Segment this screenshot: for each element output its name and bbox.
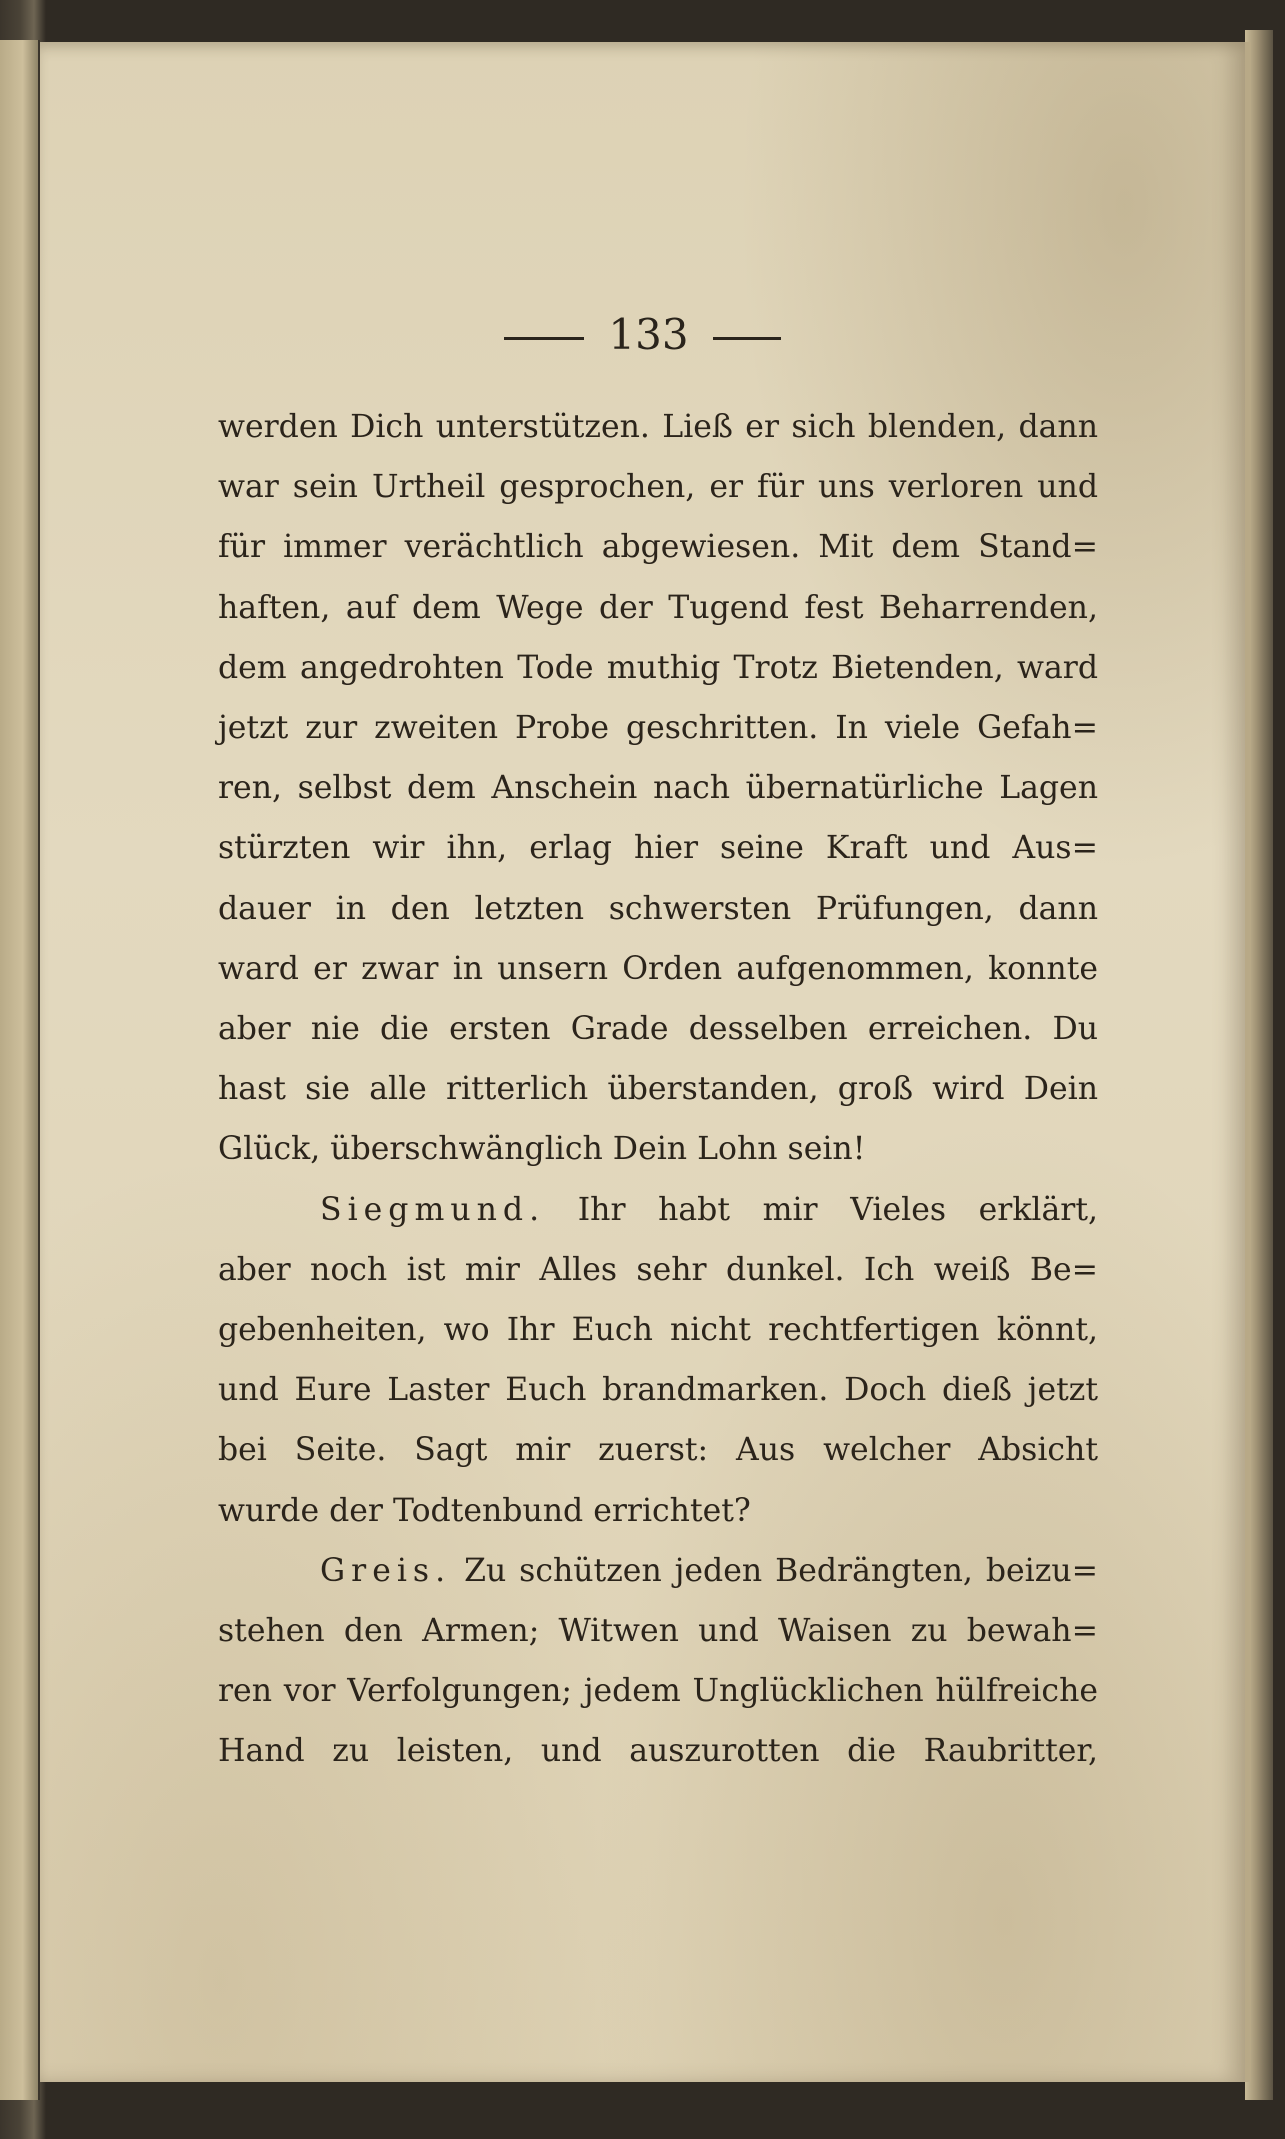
text-line: dauer in den letzten schwersten Prüfungen, dann xyxy=(218,890,1098,927)
text-line: jetzt zur zweiten Probe geschritten. In viele Gefah= xyxy=(218,710,1098,747)
text-line: aber noch ist mir Alles sehr dunkel. Ich weiß Be= xyxy=(218,1251,1098,1288)
left-page-edge xyxy=(0,40,40,2100)
page-number: 133 xyxy=(608,310,689,359)
header-rule-left xyxy=(504,337,584,340)
text-line: ren vor Verfolgungen; jedem Unglücklichen hülfreiche xyxy=(218,1673,1098,1710)
text-line: werden Dich unterstützen. Ließ er sich blenden, dann xyxy=(218,409,1098,445)
text-line: hast sie alle ritterlich überstanden, groß wird Dein xyxy=(218,1071,1098,1108)
dialogue-text: Zu schützen jeden Bedrängten, beizu= xyxy=(464,1552,1099,1589)
text-line: für immer verächtlich abgewiesen. Mit dem Stand= xyxy=(218,529,1098,566)
text-line: dem angedrohten Tode muthig Trotz Bietenden, ward xyxy=(218,649,1098,686)
book-page xyxy=(40,42,1251,2082)
page-header xyxy=(40,310,1245,359)
text-line: Glück, überschwänglich Dein Lohn sein! xyxy=(218,1131,866,1168)
dialogue-text: Ihr habt mir Vieles erklärt, xyxy=(577,1191,1099,1228)
header-rule-right xyxy=(713,337,781,340)
speaker-name: Siegmund. xyxy=(320,1191,546,1228)
text-line: gebenheiten, wo Ihr Euch nicht rechtfertigen könnt, xyxy=(218,1312,1098,1349)
text-line: ren, selbst dem Anschein nach übernatürliche Lagen xyxy=(218,770,1098,807)
text-line: stehen den Armen; Witwen und Waisen zu bewah= xyxy=(218,1613,1098,1650)
text-line: war sein Urtheil gesprochen, er für uns verloren und xyxy=(218,469,1098,506)
body-text xyxy=(218,397,1098,1782)
text-line: stürzten wir ihn, erlag hier seine Kraft und Aus= xyxy=(218,830,1098,867)
text-line: wurde der Todtenbund errichtet? xyxy=(218,1492,751,1529)
text-line: Hand zu leisten, und auszurotten die Raubritter, xyxy=(218,1733,1098,1770)
dialogue-line xyxy=(218,1541,1098,1601)
text-line: und Eure Laster Euch brandmarken. Doch dieß jetzt xyxy=(218,1372,1098,1409)
text-line: ward er zwar in unsern Orden aufgenommen, konnte xyxy=(218,950,1098,987)
text-line: haften, auf dem Wege der Tugend fest Beharrenden, xyxy=(218,589,1098,626)
text-line: aber nie die ersten Grade desselben erreichen. Du xyxy=(218,1011,1098,1048)
dialogue-line xyxy=(218,1180,1098,1240)
speaker-name: Greis. xyxy=(320,1552,452,1589)
text-line: bei Seite. Sagt mir zuerst: Aus welcher Absicht xyxy=(218,1432,1098,1469)
